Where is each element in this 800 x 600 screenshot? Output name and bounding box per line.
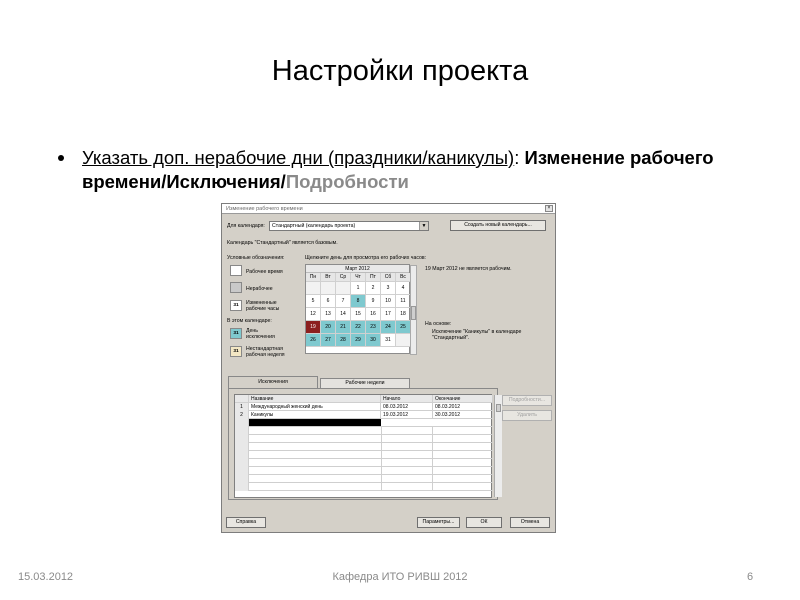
calendar-day[interactable]: 3 xyxy=(381,282,396,295)
details-button[interactable]: Подробности... xyxy=(502,395,552,406)
footer-date: 15.03.2012 xyxy=(18,571,74,583)
row-num xyxy=(235,475,249,483)
legend-exception-swatch: 31 xyxy=(230,328,242,339)
active-cell[interactable] xyxy=(249,419,381,426)
calendar-day[interactable]: 15 xyxy=(351,308,366,321)
bullet-dot xyxy=(58,155,64,161)
header-name: Название xyxy=(249,395,381,403)
calendar-day[interactable]: 16 xyxy=(366,308,381,321)
bullet-part-path: Изменение рабочего времени/Исключения/ xyxy=(82,147,714,192)
row-name[interactable]: Международный женский день xyxy=(249,403,381,411)
table-row-empty[interactable] xyxy=(235,427,493,435)
table-row-empty[interactable] xyxy=(235,475,493,483)
empty-cell[interactable] xyxy=(381,451,433,459)
ok-button[interactable]: ОК xyxy=(466,517,502,528)
table-header xyxy=(235,395,493,403)
row-num xyxy=(235,435,249,443)
table-row-empty-active[interactable] xyxy=(235,419,493,427)
calendar-scroll-thumb[interactable] xyxy=(411,306,416,320)
calendar-blank-cell xyxy=(321,282,336,295)
empty-cell[interactable] xyxy=(381,427,433,435)
empty-cell[interactable] xyxy=(381,443,433,451)
row-name[interactable]: Каникулы xyxy=(249,411,381,419)
empty-cell[interactable] xyxy=(381,483,433,491)
tab-working-weeks[interactable]: Рабочие недели xyxy=(320,378,410,388)
calendar-day[interactable]: 5 xyxy=(306,295,321,308)
table-row-empty[interactable] xyxy=(235,483,493,491)
based-on-label: На основе: xyxy=(425,321,452,327)
calendar-day[interactable]: 29 xyxy=(351,334,366,347)
legend-nonworking-label: Нерабочее xyxy=(246,286,273,292)
chevron-down-icon[interactable]: ▼ xyxy=(419,222,428,230)
calendar-day[interactable]: 13 xyxy=(321,308,336,321)
calendar-day[interactable]: 19 xyxy=(306,321,321,334)
tab-exceptions[interactable]: Исключения xyxy=(228,376,318,389)
row-num xyxy=(235,427,249,435)
change-working-time-dialog xyxy=(221,203,556,533)
month-calendar xyxy=(305,264,410,354)
calendar-day[interactable]: 31 xyxy=(381,334,396,347)
calendar-day[interactable]: 18 xyxy=(396,308,411,321)
base-calendar-note: Календарь "Стандартный" является базовым. xyxy=(227,240,338,246)
table-row-empty[interactable] xyxy=(235,443,493,451)
calendar-blank-cell xyxy=(336,282,351,295)
table-scroll-thumb[interactable] xyxy=(496,404,501,412)
calendar-day[interactable]: 28 xyxy=(336,334,351,347)
bullet-text xyxy=(82,146,758,194)
calendar-day[interactable]: 9 xyxy=(366,295,381,308)
dialog-title: Изменение рабочего времени xyxy=(226,206,303,212)
dialog-titlebar xyxy=(222,204,555,214)
legend-nondefault-label-1: Нестандартная xyxy=(246,346,283,352)
header-num xyxy=(235,395,249,403)
row-start[interactable]: 08.03.2012 xyxy=(381,403,433,411)
table-scrollbar[interactable] xyxy=(494,395,502,497)
table-row[interactable] xyxy=(235,403,493,411)
footer-center: Кафедра ИТО РИВШ 2012 xyxy=(332,571,468,583)
calendar-day[interactable]: 14 xyxy=(336,308,351,321)
empty-cell[interactable] xyxy=(381,459,433,467)
calendar-blank-cell xyxy=(396,334,411,347)
empty-cell[interactable] xyxy=(381,475,433,483)
legend-nonworking-swatch xyxy=(230,282,242,293)
row-end[interactable]: 08.03.2012 xyxy=(433,403,493,411)
calendar-day[interactable]: 8 xyxy=(351,295,366,308)
calendar-day[interactable]: 20 xyxy=(321,321,336,334)
row-num: 2 xyxy=(235,411,249,419)
bullet-item xyxy=(58,146,758,194)
slide-title: Настройки проекта xyxy=(271,55,529,87)
calendar-day[interactable]: 24 xyxy=(381,321,396,334)
bullet-part-colon: : xyxy=(514,147,525,168)
calendar-month-label: Март 2012 xyxy=(306,265,409,273)
row-end[interactable]: 30.03.2012 xyxy=(433,411,493,419)
weekday-header: Сб xyxy=(381,273,396,282)
calendar-day[interactable]: 23 xyxy=(366,321,381,334)
legend-exception-label-2: исключения xyxy=(246,334,275,340)
calendar-day[interactable]: 26 xyxy=(306,334,321,347)
legend-on-calendar: В этом календаре: xyxy=(227,318,272,324)
day-info-text: 19 Март 2012 не является рабочим. xyxy=(425,266,512,272)
legend-working-swatch xyxy=(230,265,242,276)
legend-heading: Условные обозначения: xyxy=(227,255,285,261)
calendar-day[interactable]: 21 xyxy=(336,321,351,334)
legend-nondefault-swatch: 31 xyxy=(230,346,242,357)
tab-strip xyxy=(228,376,548,388)
row-num: 1 xyxy=(235,403,249,411)
calendar-day[interactable]: 22 xyxy=(351,321,366,334)
calendar-select[interactable] xyxy=(269,221,429,231)
header-end: Окончание xyxy=(433,395,493,403)
click-day-hint: Щелкните день для просмотра его рабочих часов: xyxy=(305,255,427,261)
empty-cell[interactable] xyxy=(381,435,433,443)
calendar-day[interactable]: 12 xyxy=(306,308,321,321)
calendar-day[interactable]: 27 xyxy=(321,334,336,347)
weekday-header: Пн xyxy=(306,273,321,282)
row-num xyxy=(235,483,249,491)
close-icon[interactable]: × xyxy=(545,205,553,212)
calendar-day[interactable]: 25 xyxy=(396,321,411,334)
table-row-empty[interactable] xyxy=(235,451,493,459)
based-on-line-1: Исключение "Каникулы" в календаре xyxy=(432,329,522,335)
weekday-header: Вс xyxy=(396,273,411,282)
calendar-day[interactable]: 30 xyxy=(366,334,381,347)
help-button[interactable]: Справка xyxy=(226,517,266,528)
weekday-header: Ср xyxy=(336,273,351,282)
calendar-day[interactable]: 7 xyxy=(336,295,351,308)
create-calendar-button[interactable]: Создать новый календарь... xyxy=(450,220,546,231)
table-row[interactable] xyxy=(235,411,493,419)
legend-working-label: Рабочее время xyxy=(246,269,283,275)
row-num xyxy=(235,451,249,459)
row-num xyxy=(235,459,249,467)
calendar-scrollbar[interactable] xyxy=(410,265,417,355)
legend-changed-label-1: Измененные xyxy=(246,300,277,306)
legend-changed-label-2: рабочие часы xyxy=(246,306,280,312)
row-num xyxy=(235,419,249,427)
options-button[interactable]: Параметры... xyxy=(417,517,460,528)
footer-page-number: 6 xyxy=(747,571,754,583)
calendar-label: Для календаря: xyxy=(227,223,265,229)
bullet-part-details: Подробности xyxy=(285,171,409,192)
legend-nondefault-label-2: рабочая неделя xyxy=(246,352,285,358)
table-row-empty[interactable] xyxy=(235,467,493,475)
weekday-header: Чт xyxy=(351,273,366,282)
calendar-day[interactable]: 2 xyxy=(366,282,381,295)
calendar-day[interactable]: 17 xyxy=(381,308,396,321)
bullet-part-underlined: Указать доп. нерабочие дни (праздники/каникулы) xyxy=(82,147,515,168)
legend-exception-label-1: День xyxy=(246,328,258,334)
header-start: Начало xyxy=(381,395,433,403)
weekday-header: Вт xyxy=(321,273,336,282)
delete-button[interactable]: Удалить xyxy=(502,410,552,421)
calendar-day[interactable]: 6 xyxy=(321,295,336,308)
calendar-grid xyxy=(306,273,411,347)
row-start[interactable]: 19.03.2012 xyxy=(381,411,433,419)
calendar-day[interactable]: 11 xyxy=(396,295,411,308)
calendar-day[interactable]: 10 xyxy=(381,295,396,308)
empty-cell[interactable] xyxy=(381,467,433,475)
table-row-empty[interactable] xyxy=(235,459,493,467)
cancel-button[interactable]: Отмена xyxy=(510,517,550,528)
calendar-blank-cell xyxy=(306,282,321,295)
exceptions-table xyxy=(234,394,492,498)
row-num xyxy=(235,467,249,475)
based-on-line-2: "Стандартный". xyxy=(432,335,470,341)
table-row-empty[interactable] xyxy=(235,435,493,443)
calendar-day[interactable]: 1 xyxy=(351,282,366,295)
legend-changed-swatch: 31 xyxy=(230,300,242,311)
calendar-select-value: Стандартный (календарь проекта) xyxy=(272,223,356,229)
calendar-day[interactable]: 4 xyxy=(396,282,411,295)
weekday-header: Пт xyxy=(366,273,381,282)
row-num xyxy=(235,443,249,451)
